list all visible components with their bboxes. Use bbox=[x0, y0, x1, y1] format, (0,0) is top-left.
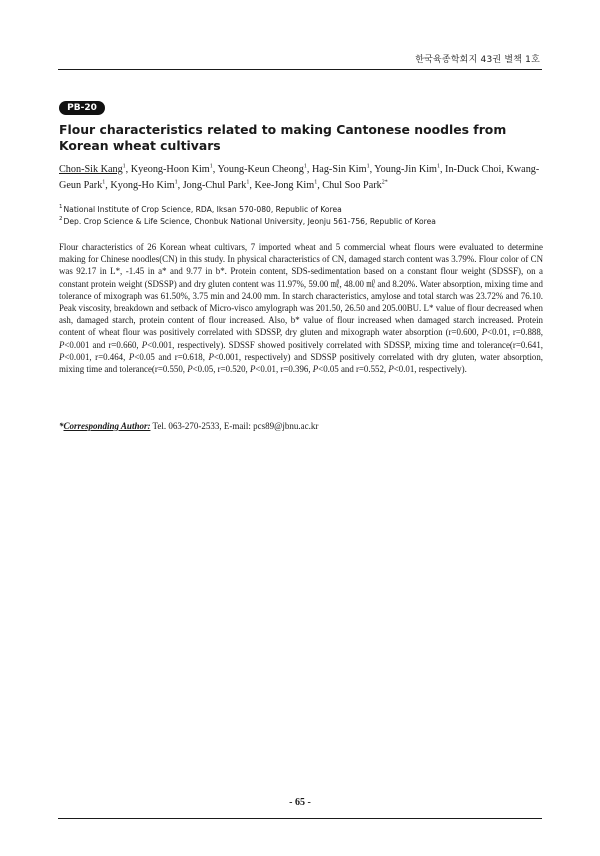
affiliation-item bbox=[59, 216, 541, 228]
p-symbol: P bbox=[388, 364, 394, 375]
p-symbol: P bbox=[250, 364, 256, 375]
p-symbol: P bbox=[312, 364, 319, 375]
abstract-text: <0.01, r=0.396, bbox=[255, 364, 313, 375]
author-affiliation-mark: 1 bbox=[209, 163, 213, 170]
p-symbol: P bbox=[481, 327, 488, 338]
abstract-text: <0.001, r=0.464, bbox=[64, 351, 129, 362]
footer-rule bbox=[58, 818, 542, 819]
abstract-text: Flour characteristics of 26 Korean wheat cultivars, 7 imported wheat and 5 commercial wheat flours were evaluated to determine making for Chinese noodles(CN) in this study. In physical characteristics of CN, damaged starch content was 3.79%. Flour color of CN was 92.17 in L*, -1.45 in a* and 9.77 in b*. Protein content, SDS-sedimentation based on a constant flour weight (SDSSF), on a constant protein weight (SDSSP) and dry gluten content was 11.97%, 59.00 ㎖, 48.00 ㎖ and 8.20%. Water absorption, mixing time and tolerance of mixograph was 61.50%, 3.75 min and 24.00 mm. In starch characteristics, amylose and total starch was 23.72% and 76.10. Peak viscosity, breakdown and setback of Micro-visco amylograph was 201.50, 26.50 and 205.00BU. L* value of flour decreased when ash, damaged starch, protein content of flour increased. Also, b* value of flour increased when damaged starch increased. Protein content of wheat flour was positively correlated with SDSSP, dry gluten and mixograph water absorption (r=0.600, bbox=[59, 242, 543, 338]
affiliation-list bbox=[59, 204, 541, 228]
p-symbol: P bbox=[59, 339, 65, 350]
abstract-text: <0.01, r=0.888, bbox=[487, 327, 543, 338]
paper-title: Flour characteristics related to making Cantonese noodles from Korean wheat cultivars bbox=[59, 122, 507, 153]
asterisk-mark: * bbox=[59, 421, 64, 431]
author-name: Jong-Chul Park bbox=[182, 180, 247, 191]
abstract-text: <0.001 and r=0.660, bbox=[64, 339, 142, 350]
affiliation-number: 2 bbox=[59, 216, 63, 223]
p-symbol: P bbox=[141, 339, 148, 350]
author-name: Chon-Sik Kang bbox=[59, 164, 123, 175]
author-name: Young-Keun Cheong bbox=[217, 164, 304, 175]
p-symbol: P bbox=[59, 351, 65, 362]
header-rule bbox=[58, 69, 542, 70]
journal-header: 한국육종학회지 43권 별책 1호 bbox=[415, 55, 540, 65]
corresponding-author-line bbox=[59, 420, 543, 432]
affiliation-text: National Institute of Crop Science, RDA, Iksan 570-080, Republic of Korea bbox=[63, 205, 342, 214]
corresponding-author-label bbox=[59, 421, 150, 431]
author-affiliation-mark: 1 bbox=[314, 179, 318, 186]
abstract-body bbox=[59, 241, 543, 375]
author-name: Kyeong-Hoon Kim bbox=[130, 164, 210, 175]
author-affiliation-mark: 1 bbox=[174, 179, 178, 186]
author-affiliation-mark: 1 bbox=[122, 163, 126, 170]
author-name: Kwang-Geun Park bbox=[59, 164, 540, 191]
abstract-text: <0.001, respectively) and SDSSP positively correlated with dry gluten, water absorption, mixing time and tolerance(r=0.550, bbox=[59, 351, 544, 375]
affiliation-item bbox=[59, 204, 541, 216]
author-name: Chul Soo Park bbox=[322, 180, 382, 191]
abstract-text: <0.05, r=0.520, bbox=[192, 364, 250, 375]
author-name: Young-Jin Kim bbox=[374, 164, 437, 175]
author-name: Hag-Sin Kim bbox=[311, 164, 367, 175]
abstract-text: <0.001, respectively). SDSSF showed positively correlated with SDSSP, mixing time and tolerance(r=0.641, bbox=[147, 339, 544, 350]
author-affiliation-mark: 1 bbox=[303, 163, 307, 170]
author-affiliation-mark: 1 bbox=[246, 179, 250, 186]
p-symbol: P bbox=[187, 364, 193, 375]
p-symbol: P bbox=[208, 351, 214, 362]
author-affiliation-mark: 1 bbox=[366, 163, 370, 170]
abstract-id-badge: PB-20 bbox=[59, 101, 105, 115]
author-affiliation-mark: 2* bbox=[381, 179, 388, 186]
author-affiliation-mark: 1 bbox=[436, 163, 440, 170]
abstract-text: <0.05 and r=0.618, bbox=[134, 351, 209, 362]
affiliation-number: 1 bbox=[59, 204, 63, 211]
corresponding-author-label-text: Corresponding Author: bbox=[63, 421, 151, 431]
author-name: Kyong-Ho Kim bbox=[110, 180, 175, 191]
affiliation-text: Dep. Crop Science & Life Science, Chonbuk National University, Jeonju 561-756, Republic of Korea bbox=[63, 217, 436, 226]
author-name: Kee-Jong Kim bbox=[254, 180, 315, 191]
author-name: In-Duck Choi bbox=[445, 164, 502, 175]
page-number: - 65 - bbox=[289, 797, 311, 808]
p-symbol: P bbox=[128, 351, 135, 362]
author-affiliation-mark: 1 bbox=[102, 179, 106, 186]
author-list: Chon-Sik Kang$^1$, Kyeong-Hoon Kim$^1$, Young-Keun Cheong$^1$, Hag-Sin Kim$^1$, Young-Jin Kim$^1$, In-Duck Choi, Kwang-Geun Park$^1$, Kyong-Ho Kim$^1$, Jong-Chul Park$^1$, Kee-Jong Kim$^1$, Chul Soo Park$^{2*}$ bbox=[59, 163, 540, 191]
abstract-text: <0.05 and r=0.552, bbox=[318, 364, 389, 375]
abstract-text: <0.01, respectively). bbox=[393, 364, 467, 375]
contact-details: Tel. 063-270-2533, E-mail: pcs89@jbnu.ac.kr bbox=[150, 421, 319, 431]
